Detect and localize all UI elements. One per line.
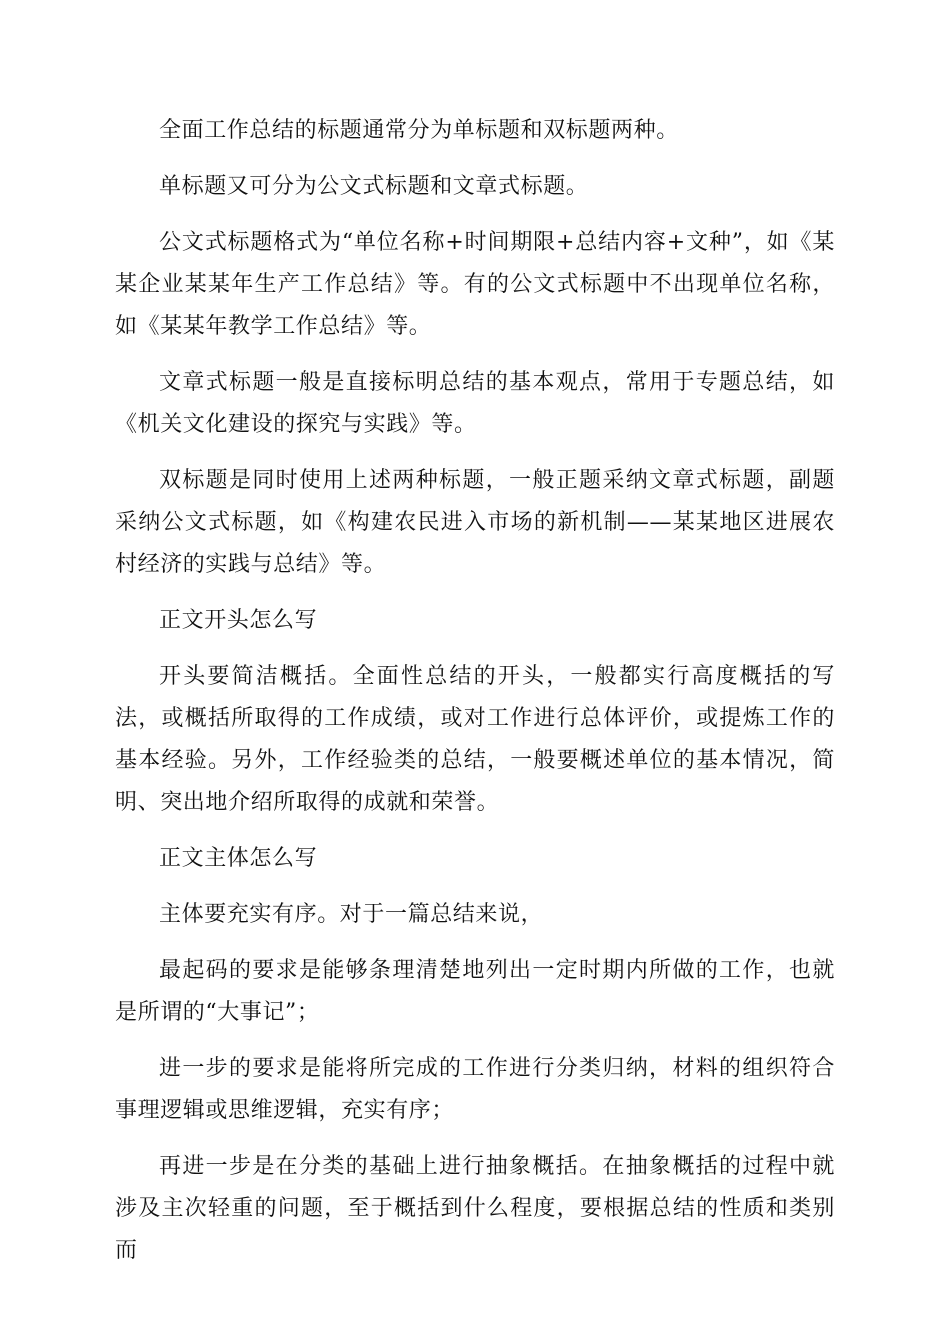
paragraph-official-title: 公文式标题格式为“单位名称+时间期限+总结内容+文种”，如《某某企业某某年生产工作总结》等。有的公文式标题中不出现单位名称，如《某某年教学工作总结》等。 (115, 230, 835, 339)
paragraph-single-title: 单标题又可分为公文式标题和文章式标题。 (159, 174, 589, 199)
section-heading-opening: 正文开头怎么写 (159, 608, 318, 633)
paragraph-basic-requirement: 最起码的要求是能够条理清楚地列出一定时期内所做的工作，也就是所谓的“大事记”； (115, 958, 835, 1025)
paragraph-further-requirement: 进一步的要求是能将所完成的工作进行分类归纳，材料的组织符合事理逻辑或思维逻辑，充实有序； (115, 1056, 835, 1123)
paragraph-main-body-intro: 主体要充实有序。对于一篇总结来说， (159, 902, 544, 927)
document-body (115, 110, 835, 1286)
paragraph-abstract-summary: 再进一步是在分类的基础上进行抽象概括。在抽象概括的过程中就涉及主次轻重的问题，至于概括到什么程度，要根据总结的性质和类别而 (115, 1154, 835, 1263)
paragraph-article-title: 文章式标题一般是直接标明总结的基本观点，常用于专题总结，如《机关文化建设的探究与实践》等。 (115, 370, 835, 437)
paragraph-opening: 开头要简洁概括。全面性总结的开头，一般都实行高度概括的写法，或概括所取得的工作成绩，或对工作进行总体评价，或提炼工作的基本经验。另外，工作经验类的总结，一般要概述单位的基本情况，简明、突出地介绍所取得的成就和荣誉。 (115, 664, 835, 815)
paragraph-title-types: 全面工作总结的标题通常分为单标题和双标题两种。 (159, 118, 679, 143)
paragraph-double-title: 双标题是同时使用上述两种标题，一般正题采纳文章式标题，副题采纳公文式标题，如《构建农民进入市场的新机制——某某地区进展农村经济的实践与总结》等。 (115, 468, 835, 577)
section-heading-main-body: 正文主体怎么写 (159, 846, 318, 871)
